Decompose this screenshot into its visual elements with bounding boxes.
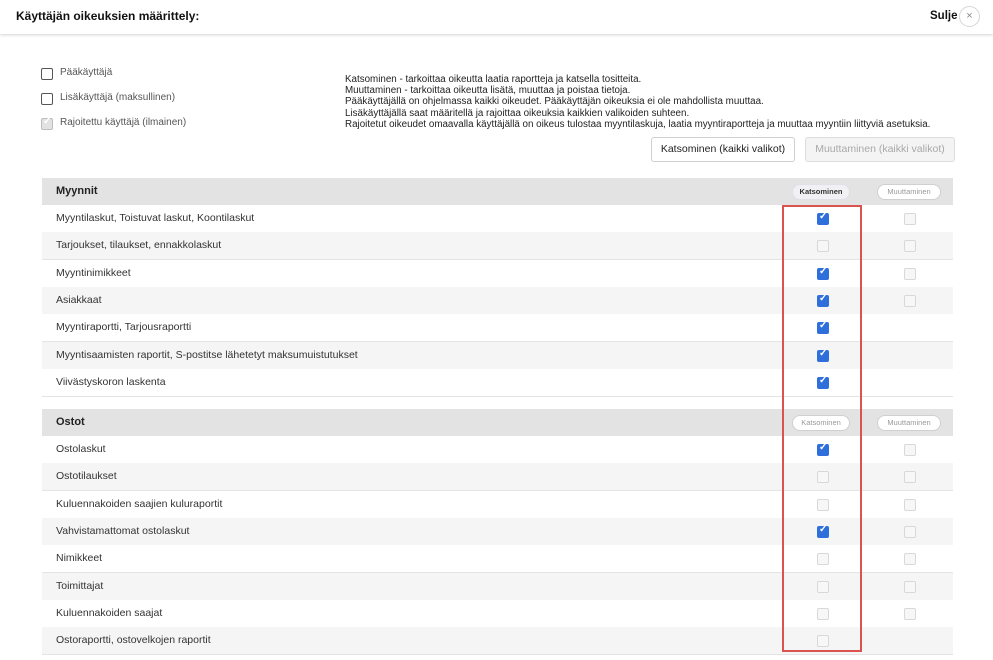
edit-checkbox[interactable] (904, 240, 916, 252)
permission-info (345, 74, 965, 130)
dialog-header (0, 0, 993, 34)
edit-all-button[interactable]: Muuttaminen (kaikki valikot) (805, 137, 955, 162)
info-line: Rajoitetut oikeudet omaavalla käyttäjällä on oikeus tulostaa myyntilaskuja, laatia myyntiraportteja ja muuttaa myyntiin liittyviä asetuksia. (345, 118, 931, 130)
role-checkbox[interactable] (41, 93, 53, 105)
row-label: Myyntisaamisten raportit, S-postitse lähetetyt maksumuistutukset (56, 348, 358, 361)
row-label: Vahvistamattomat ostolaskut (56, 524, 190, 537)
row-label: Nimikkeet (56, 552, 103, 565)
close-icon[interactable]: × (959, 6, 980, 27)
role-label: Pääkäyttäjä (60, 67, 113, 78)
view-column-toggle[interactable]: Katsominen (792, 184, 850, 200)
row-label: Myyntilaskut, Toistuvat laskut, Koontilaskut (56, 212, 255, 224)
edit-checkbox[interactable] (904, 526, 916, 538)
role-label: Lisäkäyttäjä (maksullinen) (60, 92, 176, 103)
info-line: Katsominen - tarkoittaa oikeutta laatia raportteja ja katsella tositteita. (345, 74, 642, 85)
edit-checkbox[interactable] (904, 295, 916, 307)
role-checkbox[interactable] (41, 68, 53, 80)
edit-checkbox[interactable] (904, 213, 916, 225)
highlight-box (782, 205, 862, 652)
row-label: Kuluennakoiden saajien kuluraportit (56, 497, 223, 510)
row-label: Tarjoukset, tilaukset, ennakkolaskut (56, 239, 222, 252)
edit-checkbox[interactable] (904, 608, 916, 620)
row-label: Viivästyskoron laskenta (56, 375, 166, 388)
edit-checkbox[interactable] (904, 581, 916, 593)
row-label: Asiakkaat (56, 293, 102, 306)
edit-column-toggle[interactable]: Muuttaminen (877, 184, 941, 200)
close-label[interactable]: Sulje (930, 10, 958, 22)
info-line: Lisäkäyttäjällä saat määritellä ja rajoittaa oikeuksia kaikkien valikoiden suhteen. (345, 107, 690, 119)
row-label: Myyntiraportti, Tarjousraportti (56, 321, 192, 334)
row-label: Myyntinimikkeet (56, 266, 131, 279)
edit-checkbox[interactable] (904, 268, 916, 280)
info-line: Muuttaminen - tarkoittaa oikeutta lisätä, muuttaa ja poistaa tietoja. (345, 85, 631, 97)
role-checkbox (41, 118, 53, 130)
row-label: Kuluennakoiden saajat (56, 606, 163, 619)
section-header (42, 178, 953, 205)
section-title: Ostot (56, 416, 85, 428)
row-label: Toimittajat (56, 579, 104, 592)
edit-checkbox[interactable] (904, 471, 916, 483)
info-line: Pääkäyttäjällä on ohjelmassa kaikki oikeudet. Pääkäyttäjän oikeuksia ei ole mahdollista muuttaa. (345, 96, 764, 108)
role-label: Rajoitettu käyttäjä (ilmainen) (60, 117, 187, 128)
edit-checkbox[interactable] (904, 499, 916, 511)
edit-checkbox[interactable] (904, 444, 916, 456)
row-label: Ostolaskut (56, 443, 106, 455)
row-label: Ostotilaukset (56, 470, 117, 483)
view-column-toggle[interactable]: Katsominen (792, 415, 850, 431)
edit-column-toggle[interactable]: Muuttaminen (877, 415, 941, 431)
row-label: Ostoraportti, ostovelkojen raportit (56, 634, 211, 647)
edit-checkbox[interactable] (904, 553, 916, 565)
section-title: Myynnit (56, 185, 98, 197)
dialog-title: Käyttäjän oikeuksien määrittely: (16, 9, 200, 23)
view-all-button[interactable]: Katsominen (kaikki valikot) (651, 137, 795, 162)
